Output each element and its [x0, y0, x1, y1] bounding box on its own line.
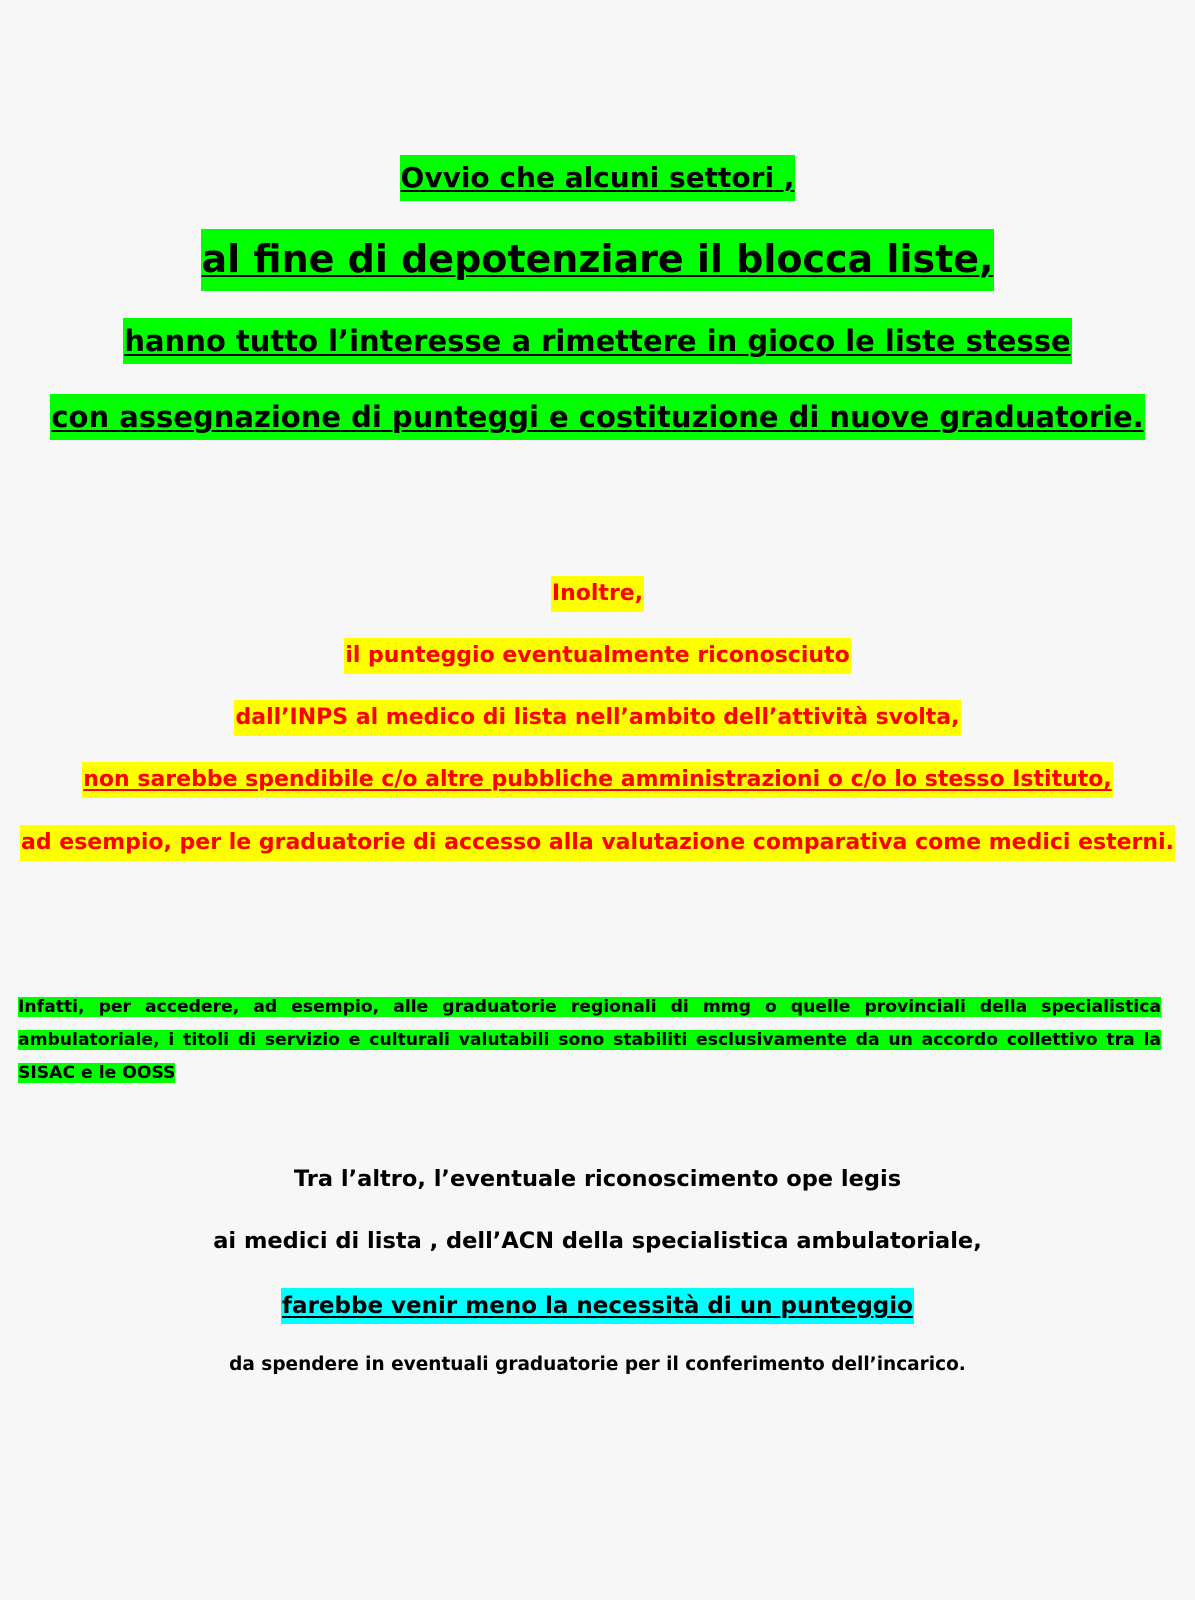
- heading-line-1: [0, 155, 1195, 201]
- red-line-4: [0, 762, 1195, 798]
- red-line-1: [0, 576, 1195, 612]
- bottom-line-3-text: farebbe venir meno la necessità di un punteggio: [281, 1288, 914, 1324]
- heading-line-3: [0, 318, 1195, 364]
- bottom-line-3: [0, 1288, 1195, 1324]
- red-line-4-text: non sarebbe spendibile c/o altre pubbliche amministrazioni o c/o lo stesso Istituto,: [82, 762, 1112, 798]
- heading-line-4: [0, 394, 1195, 440]
- heading-line-3-text: hanno tutto l’interesse a rimettere in gioco le liste stesse: [123, 318, 1071, 364]
- heading-line-2: [0, 229, 1195, 291]
- red-line-1-text: Inoltre,: [551, 576, 644, 612]
- bottom-line-1: [0, 1166, 1195, 1192]
- highlighted-paragraph: [18, 991, 1161, 1090]
- red-line-3: [0, 700, 1195, 736]
- red-line-5: [0, 825, 1195, 861]
- bottom-line-2-text: ai medici di lista , dell’ACN della specialistica ambulatoriale,: [213, 1228, 982, 1254]
- red-line-5-text: ad esempio, per le graduatorie di accesso alla valutazione comparativa come medici esterni.: [20, 825, 1175, 861]
- bottom-line-4: [0, 1354, 1195, 1375]
- bottom-line-4-text: da spendere in eventuali graduatorie per il conferimento dell’incarico.: [229, 1354, 966, 1375]
- heading-line-4-text: con assegnazione di punteggi e costituzione di nuove graduatorie.: [50, 394, 1144, 440]
- heading-line-1-text: Ovvio che alcuni settori ,: [400, 155, 796, 201]
- red-line-2: [0, 638, 1195, 674]
- bottom-line-1-text: Tra l’altro, l’eventuale riconoscimento ope legis: [293, 1166, 902, 1192]
- bottom-line-2: [0, 1228, 1195, 1254]
- red-line-3-text: dall’INPS al medico di lista nell’ambito dell’attività svolta,: [234, 700, 960, 736]
- red-line-2-text: il punteggio eventualmente riconosciuto: [344, 638, 850, 674]
- highlighted-paragraph-text: Infatti, per accedere, ad esempio, alle graduatorie regionali di mmg o quelle provinciali della specialistica ambulatoriale, i titoli di servizio e culturali valutabili sono stabiliti esclusivamente da un accordo collettivo tra la SISAC e le OOSS: [18, 997, 1161, 1083]
- heading-line-2-text: al fine di depotenziare il blocca liste,: [201, 229, 995, 291]
